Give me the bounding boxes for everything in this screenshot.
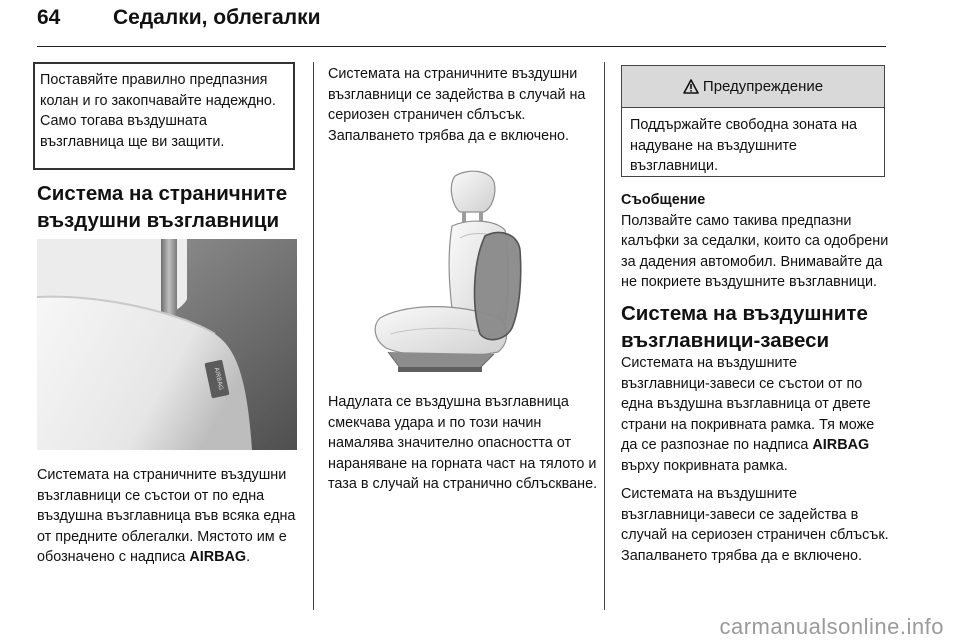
seat-airbag-deploy-image	[360, 168, 575, 376]
warning-title: Предупреждение	[702, 78, 824, 95]
airbag-label-inline: AIRBAG	[189, 549, 247, 565]
warning-text: Поддържайте свободна зоната на надуване на въздушните възглавници.	[630, 117, 858, 174]
notice-text: Ползвайте само такива предпазни калъфки за седалки, които са одобрени за дадения автомобил. Внимавайте да не покриете въздушните възглавници.	[621, 212, 889, 290]
curtain-airbag-trigger-paragraph: Системата на въздушните възглавници-завеси се задейства в случай на сериозен страничен сблъсък. Запалването трябва да е включено.	[621, 486, 889, 564]
column-divider-2	[604, 62, 605, 610]
seatbelt-note-text: Поставяйте правилно предпазния колан и го закопчавайте надеждно. Само тогава въздушната възглавница ще ви защити.	[40, 72, 276, 150]
seat-airbag-label-image	[37, 239, 297, 450]
notice-block	[621, 190, 889, 293]
curtain-airbag-paragraph: Системата на въздушните възглавници-завеси се състои от по една въздушна възглавница от двете страни на покривната рамка. Тя може да се разпознае по надписа AIRBAG върху покривната рамка.	[621, 355, 875, 474]
airbag-effect-paragraph: Надулата се въздушна възглавница смекчава удара и по този начин намалява значително опасността от нараняване на горната част на тялото и таза в случай на странично сблъскване.	[328, 394, 598, 492]
side-airbag-heading: Система на страничните въздушни възглавници	[37, 182, 288, 232]
notice-title: Съобщение	[621, 192, 706, 208]
warning-header	[622, 66, 884, 108]
curtain-airbag-label-inline: AIRBAG	[812, 437, 870, 453]
side-airbag-paragraph: Системата на страничните въздушни възглавници се състои от по една въздушна възглавница във всяка една от предните облегалки. Мястото им е обозначено с надписа AIRBAG.	[37, 467, 296, 565]
chapter-title: Седалки, облегалки	[113, 6, 321, 29]
airbag-tag-text: AIRBAG	[212, 366, 225, 391]
header-rule	[37, 46, 886, 47]
page-number: 64	[37, 6, 61, 29]
seatbelt-note-box	[33, 62, 295, 170]
side-airbag-trigger-paragraph: Системата на страничните въздушни възглавници се задейства в случай на сериозен страничен сблъсък. Запалването трябва да е включено.	[328, 66, 586, 144]
warning-box	[621, 65, 885, 177]
warning-triangle-icon	[683, 79, 699, 94]
column-divider-1	[313, 62, 314, 610]
curtain-airbag-heading: Система на въздушните възглавници-завеси	[621, 302, 868, 352]
watermark: carmanualsonline.info	[719, 614, 944, 639]
